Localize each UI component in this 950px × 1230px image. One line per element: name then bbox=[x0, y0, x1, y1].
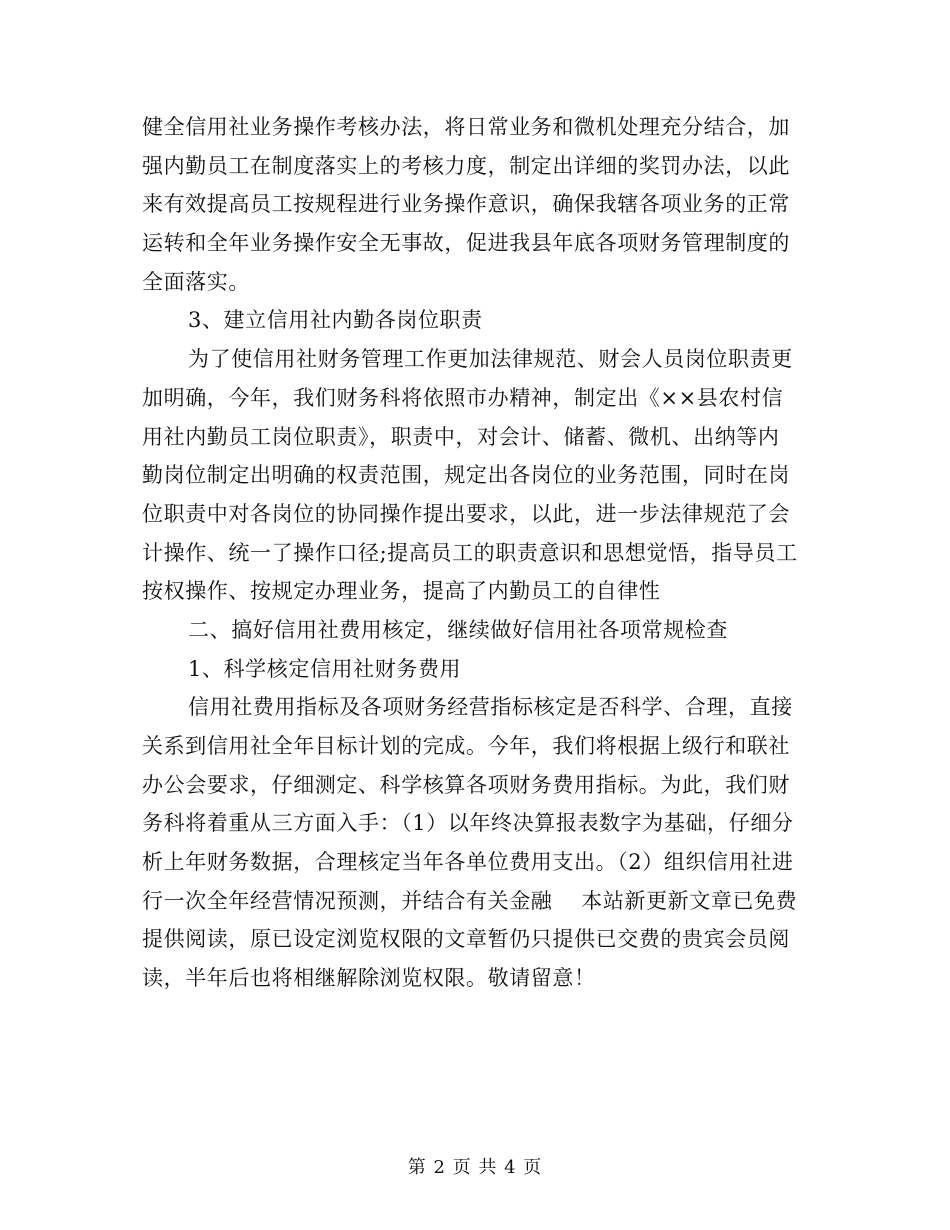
paragraph-line: 强内勤员工在制度落实上的考核力度，制定出详细的奖罚办法，以此 bbox=[142, 153, 790, 178]
paragraph-line: 提供阅读，原已设定浏览权限的文章暂仍只提供已交费的贵宾会员阅 bbox=[142, 927, 790, 952]
paragraph-line: 运转和全年业务操作安全无事故，促进我县年底各项财务管理制度的 bbox=[142, 231, 790, 256]
paragraph-line: 信用社费用指标及各项财务经营指标核定是否科学、合理，直接 bbox=[188, 695, 793, 720]
paragraph-line: 来有效提高员工按规程进行业务操作意识，确保我辖各项业务的正常 bbox=[142, 192, 790, 217]
paragraph-line: 计操作、统一了操作口径;提高员工的职责意识和思想觉悟，指导员工 bbox=[142, 540, 798, 565]
paragraph-line: 读，半年后也将相继解除浏览权限。敬请留意！ bbox=[142, 966, 596, 991]
section-heading: 二、搞好信用社费用核定，继续做好信用社各项常规检查 bbox=[188, 617, 728, 642]
paragraph-line: 位职责中对各岗位的协同操作提出要求，以此，进一步法律规范了会 bbox=[142, 501, 790, 526]
paragraph-line: 勤岗位制定出明确的权责范围，规定出各岗位的业务范围，同时在岗 bbox=[142, 463, 790, 488]
paragraph-line: 用社内勤员工岗位职责》，职责中，对会计、储蓄、微机、出纳等内 bbox=[142, 424, 780, 449]
paragraph-line: 健全信用社业务操作考核办法，将日常业务和微机处理充分结合，加 bbox=[142, 115, 790, 139]
section-heading: 3、建立信用社内勤各岗位职责 bbox=[188, 308, 483, 333]
paragraph-line: 按权操作、按规定办理业务，提高了内勤员工的自律性 bbox=[142, 579, 661, 604]
paragraph-line: 办公会要求，仔细测定、科学核算各项财务费用指标。为此，我们财 bbox=[142, 772, 790, 797]
paragraph-line: 析上年财务数据，合理核定当年各单位费用支出。（2）组织信用社进 bbox=[142, 850, 794, 875]
paragraph-line: 加明确，今年，我们财务科将依照市办精神，制定出《××县农村信 bbox=[142, 385, 784, 410]
paragraph-line: 行一次全年经营情况预测，并结合有关金融 本站新更新文章已免费 bbox=[142, 888, 798, 913]
paragraph-line: 为了使信用社财务管理工作更加法律规范、财会人员岗位职责更 bbox=[188, 347, 793, 372]
paragraph-line: 关系到信用社全年目标计划的完成。今年，我们将根据上级行和联社 bbox=[142, 734, 790, 758]
paragraph-line: 务科将着重从三方面入手：（1）以年终决算报表数字为基础，仔细分 bbox=[142, 811, 794, 836]
document-body bbox=[142, 108, 808, 998]
paragraph-line: 全面落实。 bbox=[142, 269, 250, 294]
page-footer: 第 2 页 共 4 页 bbox=[407, 1157, 543, 1178]
section-heading: 1、科学核定信用社财务费用 bbox=[188, 656, 462, 681]
